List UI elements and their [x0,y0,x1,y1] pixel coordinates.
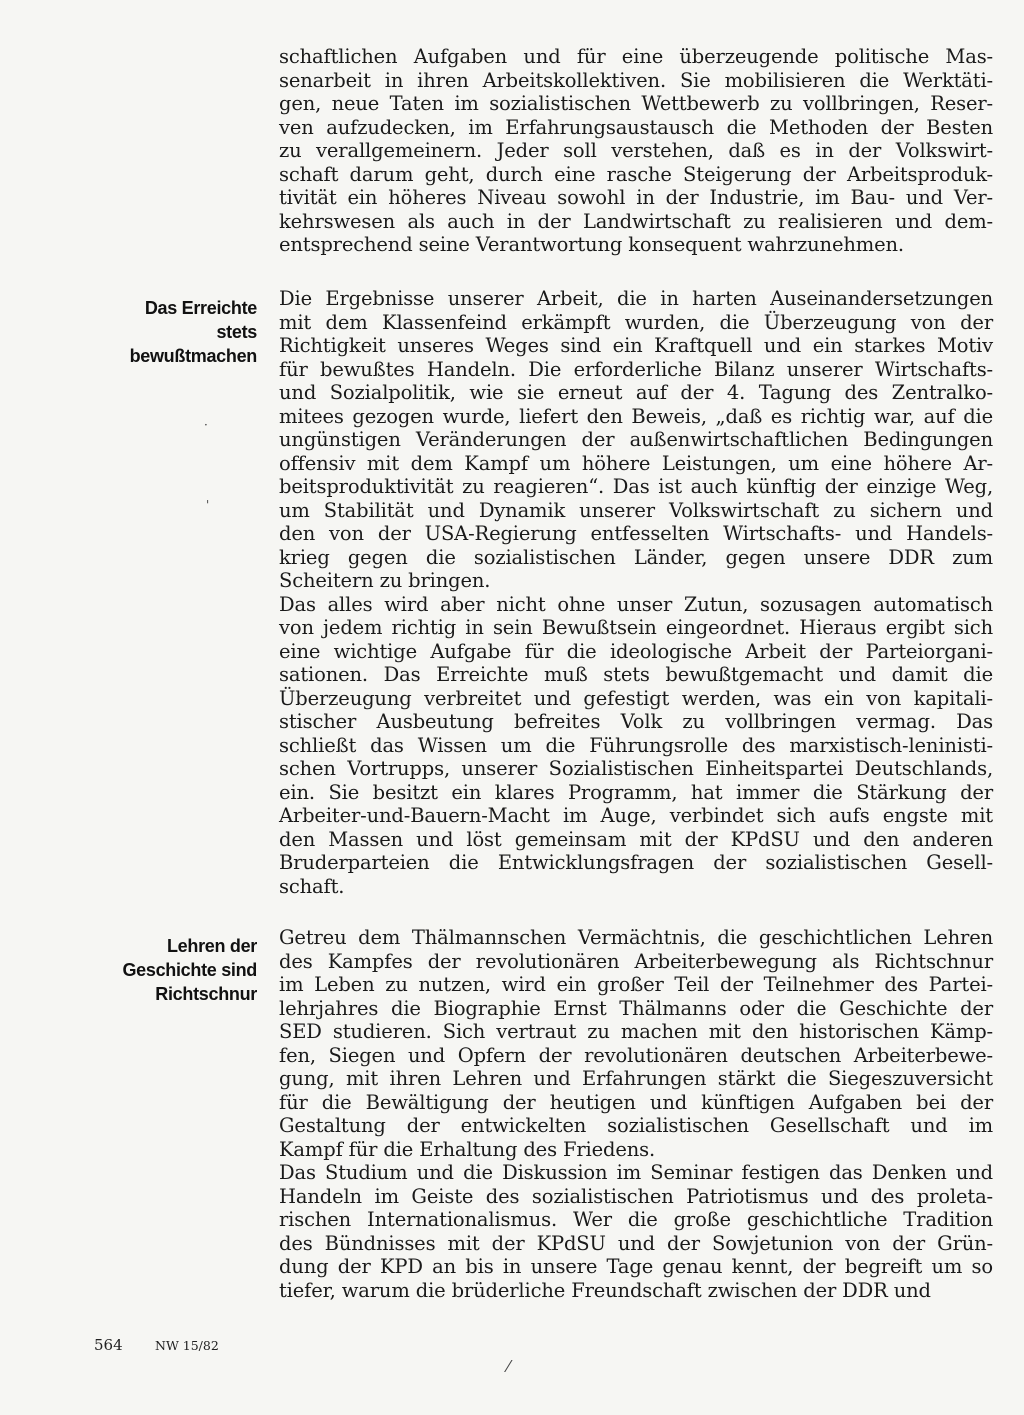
text-line: beitsproduktivität zu reagieren“. Das ist auch künftig der einzige Weg, [279,475,993,498]
text-line: im Leben zu nutzen, wird ein großer Teil der Teilnehmer des Partei- [279,973,993,996]
margin-heading-lehren-der-geschichte [122,934,257,1006]
text-line: gung, mit ihren Lehren und Erfahrungen stärkt die Siegeszuversicht [279,1067,993,1090]
text-line: ven aufzudecken, im Erfahrungsaustausch die Methoden der Besten [279,115,993,139]
text-line: senarbeit in ihren Arbeitskollektiven. Sie mobilisieren die Werktäti- [279,68,993,92]
text-line: des Kampfes der revolutionären Arbeiterbewegung als Richtschnur [279,949,993,973]
text-line: schen Vortrupps, unserer Sozialistischen Einheitspartei Deutschlands, [279,757,993,780]
text-line: Überzeugung verbreitet und gefestigt werden, was ein von kapitali- [279,686,993,710]
text-line: und Sozialpolitik, wie sie erneut auf der 4. Tagung des Zentralko- [279,381,993,404]
text-line: tivität ein höheres Niveau sowohl in der Industrie, im Bau- und Ver- [279,186,993,209]
print-speck: ⁄ [507,1357,510,1376]
text-line: Scheitern zu bringen. [279,569,491,592]
text-line: Die Ergebnisse unserer Arbeit, die in harten Auseinandersetzungen [279,287,993,310]
text-line: entsprechend seine Verantwortung konsequent wahrzunehmen. [279,233,904,256]
issue-reference: NW 15/82 [155,1338,219,1353]
margin-heading-line: Das Erreichte [144,298,257,318]
text-line: mit dem Klassenfeind erkämpft wurden, die Überzeugung von der [279,310,993,334]
text-line: Das alles wird aber nicht ohne unser Zutun, sozusagen automatisch [279,592,993,616]
text-line: für die Bewältigung der heutigen und künftigen Aufgaben bei der [279,1090,993,1114]
print-speck: · [204,418,208,432]
text-line: ungünstigen Veränderungen der außenwirtschaftlichen Bedingungen [279,428,993,451]
text-line: kehrswesen als auch in der Landwirtschaft zu realisieren und dem- [279,209,993,233]
text-line: von jedem richtig in sein Bewußtsein eingeordnet. Hieraus ergibt sich [279,616,993,639]
text-line: Handeln im Geiste des sozialistischen Patriotismus und des proleta- [279,1184,993,1208]
text-line: zu verallgemeinern. Jeder soll verstehen, daß es in der Volkswirt- [279,139,993,162]
text-line: Das Studium und die Diskussion im Seminar festigen das Denken und [279,1161,993,1184]
text-line: schließt das Wissen um die Führungsrolle des marxistisch-leninisti- [279,733,993,757]
text-line: Getreu dem Thälmannschen Vermächtnis, die geschichtlichen Lehren [279,926,993,949]
margin-heading-line: Lehren der [166,936,257,956]
text-line: rischen Internationalismus. Wer die große geschichtliche Tradition [279,1208,993,1231]
text-line: schaftlichen Aufgaben und für eine überzeugende politische Mas- [279,45,993,68]
text-line: schaft. [279,874,345,898]
text-line: lehrjahres die Biographie Ernst Thälmanns oder die Geschichte der [279,996,993,1020]
section-2-text [279,287,993,898]
text-line: um Stabilität und Dynamik unserer Volkswirtschaft zu sichern und [279,498,993,522]
text-line: des Bündnisses mit der KPdSU und der Sowjetunion von der Grün- [279,1231,993,1255]
text-line: sationen. Das Erreichte muß stets bewußtgemacht und damit die [279,663,993,686]
text-line: Arbeiter-und-Bauern-Macht im Auge, verbindet sich aufs engste mit [279,804,993,827]
margin-heading-das-erreichte [130,296,257,368]
margin-heading-line: bewußtmachen [129,346,257,366]
text-line: Gestaltung der entwickelten sozialistischen Gesellschaft und im [279,1114,993,1137]
text-line: mitees gezogen wurde, liefert den Beweis, „daß es richtig war, auf die [279,404,993,428]
margin-heading-line: Richtschnur [155,984,257,1004]
text-line: ein. Sie besitzt ein klares Programm, hat immer die Stärkung der [279,780,993,804]
text-line: krieg gegen die sozialistischen Länder, gegen unsere DDR zum [279,545,993,569]
margin-heading-line: stets [216,322,257,342]
text-line: dung der KPD an bis in unsere Tage genau kennt, der begreift um so [279,1255,993,1278]
page-number: 564 [94,1336,123,1354]
text-line: gen, neue Taten im sozialistischen Wettbewerb zu vollbringen, Reser- [279,92,993,115]
text-line: Kampf für die Erhaltung des Friedens. [279,1137,656,1161]
text-line: für bewußtes Handeln. Die erforderliche Bilanz unserer Wirtschafts- [279,357,993,381]
margin-heading-line: Geschichte sind [122,960,257,980]
text-line: offensiv mit dem Kampf um höhere Leistungen, um eine höhere Ar- [279,451,993,475]
text-line: den von der USA-Regierung entfesselten Wirtschafts- und Handels- [279,522,993,545]
text-line: Richtigkeit unseres Weges sind ein Kraftquell und ein starkes Motiv [279,334,993,357]
text-line: schaft darum geht, durch eine rasche Steigerung der Arbeitsproduk- [279,162,993,186]
text-line: SED studieren. Sich vertraut zu machen mit den historischen Kämp- [279,1020,993,1043]
text-line: eine wichtige Aufgabe für die ideologische Arbeit der Parteiorgani- [279,639,993,663]
text-line: tiefer, warum die brüderliche Freundschaft zwischen der DDR und [279,1278,931,1302]
text-line: fen, Siegen und Opfern der revolutionären deutschen Arbeiterbewe- [279,1043,993,1067]
section-3-text [279,926,993,1302]
print-speck: ' [206,498,210,512]
section-1-text [279,45,993,257]
text-line: den Massen und löst gemeinsam mit der KPdSU und den anderen [279,827,993,851]
text-line: Bruderparteien die Entwicklungsfragen der sozialistischen Gesell- [279,851,993,874]
text-line: stischer Ausbeutung befreites Volk zu vollbringen vermag. Das [279,710,993,733]
